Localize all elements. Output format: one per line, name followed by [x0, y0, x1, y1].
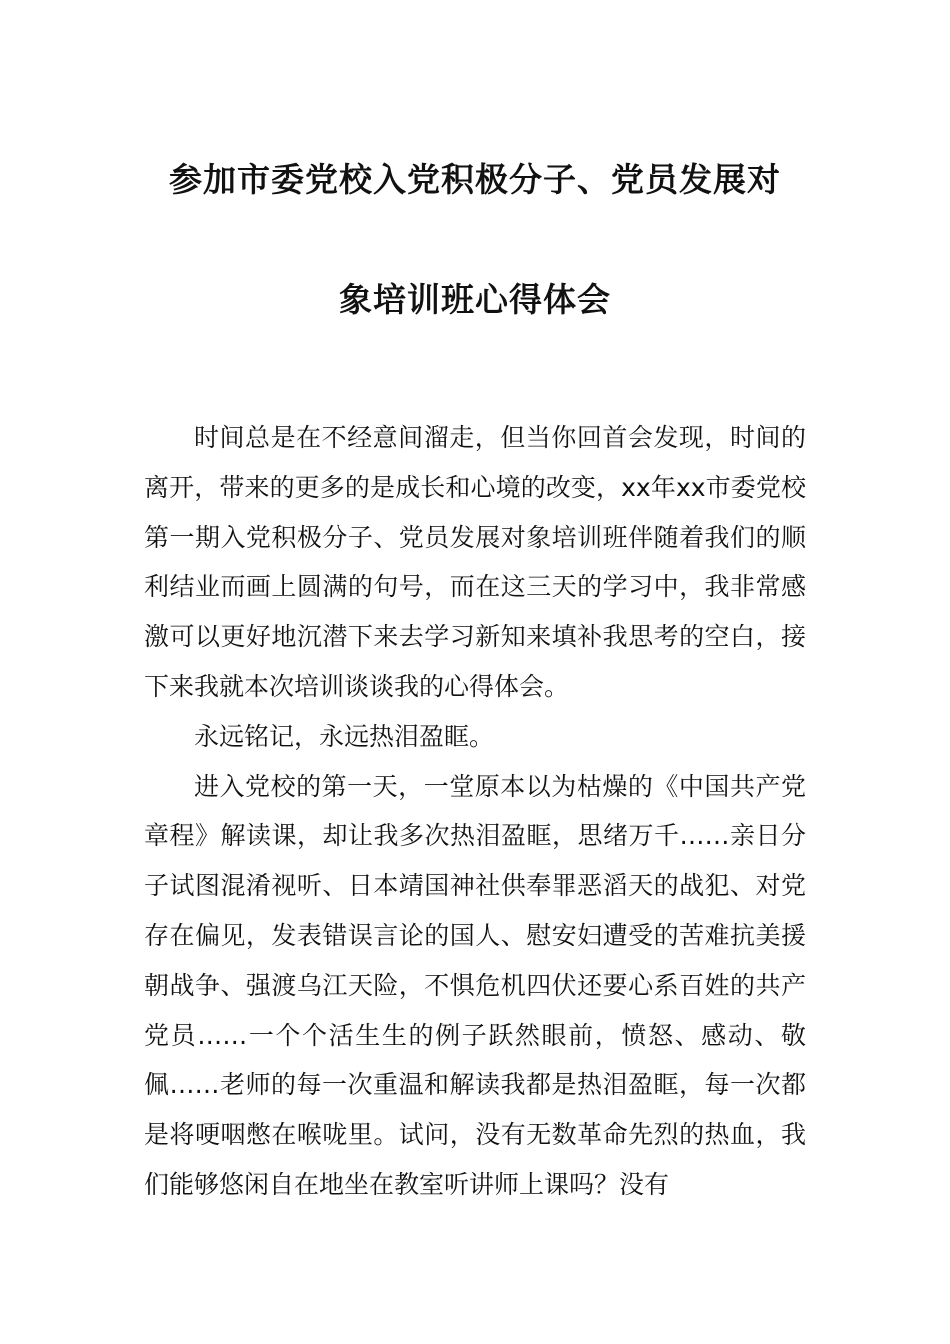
paragraph-2: 永远铭记，永远热泪盈眶。	[194, 721, 495, 751]
document-body	[144, 413, 806, 1210]
document-title-line-2: 象培训班心得体会	[339, 280, 611, 319]
paragraph-1: 时间总是在不经意间溜走，但当你回首会发现，时间的离开，带来的更多的是成长和心境的改变，xx年xx市委党校第一期入党积极分子、党员发展对象培训班伴随着我们的顺利结业而画上圆满的句号，而在这三天的学习中，我非常感激可以更好地沉潜下来去学习新知来填补我思考的空白，接下来我就本次培训谈谈我的心得体会。	[144, 423, 806, 701]
paragraph-3: 进入党校的第一天，一堂原本以为枯燥的《中国共产党章程》解读课，却让我多次热泪盈眶，思绪万千……亲日分子试图混淆视听、日本靖国神社供奉罪恶滔天的战犯、对党存在偏见，发表错误言论的国人、慰安妇遭受的苦难抗美援朝战争、强渡乌江天险，不惧危机四伏还要心系百姓的共产党员……一个个活生生的例子跃然眼前，愤怒、感动、敬佩……老师的每一次重温和解读我都是热泪盈眶，每一次都是将哽咽憋在喉咙里。试问，没有无数革命先烈的热血，我们能够悠闲自在地坐在教室听讲师上课吗？没有	[144, 771, 806, 1199]
document-title-line-1: 参加市委党校入党积极分子、党员发展对	[169, 160, 781, 199]
